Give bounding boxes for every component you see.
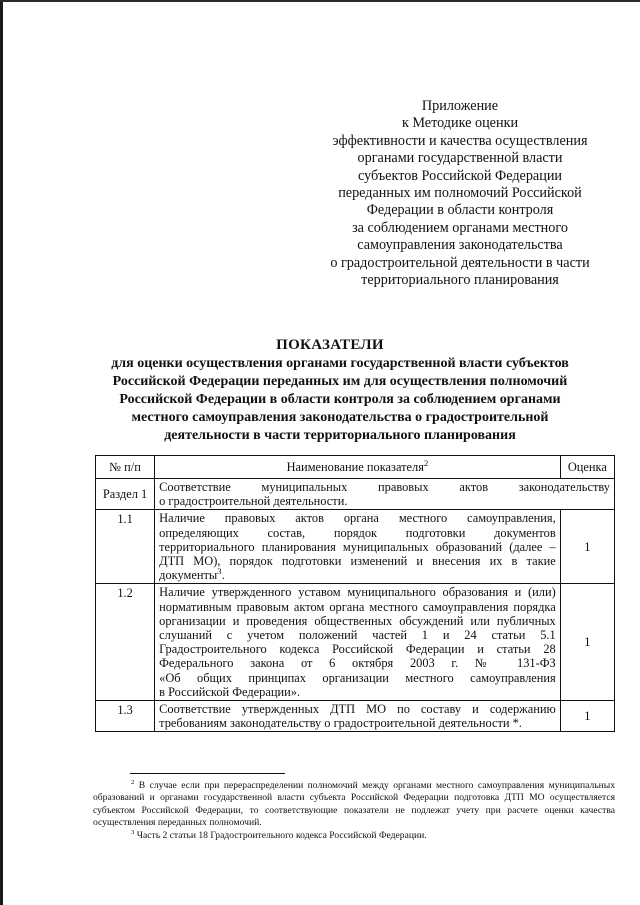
subtitle-line: деятельности в части территориального планирования bbox=[164, 428, 516, 443]
appendix-line: органами государственной власти bbox=[357, 150, 563, 167]
section-line: о градостроительной деятельности. bbox=[159, 494, 348, 509]
appendix-line: самоуправления законодательства bbox=[357, 237, 563, 254]
section-num: Раздел 1 bbox=[96, 479, 155, 510]
row-indicator bbox=[155, 510, 561, 584]
appendix-line: субъектов Российской Федерации bbox=[357, 167, 563, 184]
header-name bbox=[155, 456, 561, 479]
row-indicator bbox=[155, 584, 561, 701]
footnotes bbox=[93, 780, 615, 842]
indicator-line: Градостроительного кодекса Российской Федерации и статьи 28 bbox=[159, 642, 556, 657]
appendix-line: переданных им полномочий Российской bbox=[338, 185, 582, 202]
indicator-line: Федерального закона от 6 октября 2003 г. № 131-ФЗ bbox=[159, 656, 556, 671]
appendix-line: Приложение bbox=[421, 98, 499, 114]
appendix-line: за соблюдением органами местного bbox=[352, 219, 568, 236]
subtitle-line: Российской Федерации переданных им для осуществления полномочий bbox=[112, 374, 568, 389]
indicator-line: территориального планирования муниципальных образований (далее – bbox=[159, 539, 556, 554]
indicator-tail: . bbox=[221, 568, 225, 583]
indicator-line: нормативным правовым актом органа местного самоуправления порядка bbox=[159, 599, 556, 614]
indicator-line: Соответствие утвержденных ДТП МО по составу и содержанию bbox=[159, 702, 556, 717]
footnote-separator bbox=[130, 773, 285, 774]
table-row bbox=[96, 510, 615, 584]
header-name-text: Наименование показателя bbox=[286, 459, 424, 474]
document-title: ПОКАЗАТЕЛИ bbox=[276, 337, 384, 353]
subtitle-line: местного самоуправления законодательства о градостроительной bbox=[131, 410, 549, 425]
section-title bbox=[155, 479, 615, 510]
indicator-line: определяющих состав, порядок подготовки документов bbox=[159, 525, 556, 540]
footnote-ref-3: 3 bbox=[217, 566, 222, 577]
appendix-line: о градостроительной деятельности в части bbox=[330, 254, 590, 271]
appendix-line: эффективности и качества осуществления bbox=[332, 132, 588, 149]
appendix-line: к Методике оценки bbox=[401, 115, 519, 132]
indicator-line: слушаний с учетом положений частей 1 и 24 статьи 5.1 bbox=[159, 628, 556, 643]
appendix-line: Федерации в области контроля bbox=[366, 202, 554, 219]
row-score: 1 bbox=[560, 584, 614, 701]
footnote-2 bbox=[93, 780, 615, 830]
indicator-line: Наличие утвержденного уставом муниципального образования и (или) bbox=[159, 585, 556, 600]
subtitle-line: для оценки осуществления органами государственной власти субъектов bbox=[111, 356, 569, 371]
footnote-ref-2: 2 bbox=[423, 457, 429, 468]
indicator-line: «Об общих принципах организации местного самоуправления bbox=[159, 670, 556, 685]
appendix-header bbox=[300, 98, 620, 289]
footnote-text: В случае если при перераспределении полномочий между органами местного самоуправления муниципальных образований и органами государственной власти субъекта Российской Федерации подготовка ДТП МО осуществляется субъектом Российской Федерации, то соответствующие показатели не подлежат учету при расчете оценки качества осуществления переданных полномочий. bbox=[93, 780, 615, 829]
page-edge-left bbox=[0, 0, 3, 905]
table-header-row bbox=[96, 456, 615, 479]
section-row bbox=[96, 479, 615, 510]
indicators-table bbox=[95, 455, 615, 732]
footnote-mark: 3 bbox=[131, 828, 135, 836]
header-num: № п/п bbox=[96, 456, 155, 479]
row-num: 1.3 bbox=[96, 701, 155, 732]
document-subtitle bbox=[70, 355, 610, 445]
row-score: 1 bbox=[560, 701, 614, 732]
indicator-line: Наличие правовых актов органа местного самоуправления, bbox=[159, 511, 556, 526]
row-indicator bbox=[155, 701, 561, 732]
indicator-line: организации и проведения общественных обсуждений или публичных bbox=[159, 613, 556, 628]
subtitle-line: Российской Федерации в области контроля за соблюдением органами bbox=[119, 392, 561, 407]
indicator-line: ДТП МО), порядок подготовки изменений и внесения их в такие bbox=[159, 554, 556, 569]
row-num: 1.2 bbox=[96, 584, 155, 701]
indicator-line: в Российской Федерации». bbox=[159, 684, 301, 699]
row-num: 1.1 bbox=[96, 510, 155, 584]
indicator-last-text: документы bbox=[159, 568, 218, 583]
section-line: Соответствие муниципальных правовых актов законодательству bbox=[159, 480, 610, 494]
page-edge-top bbox=[0, 0, 640, 2]
footnote-mark: 2 bbox=[131, 778, 135, 786]
footnote-3 bbox=[93, 830, 615, 842]
footnote-text: Часть 2 статьи 18 Градостроительного кодекса Российской Федерации. bbox=[136, 829, 427, 841]
table-row bbox=[96, 701, 615, 732]
appendix-line: территориального планирования bbox=[361, 272, 559, 289]
row-score: 1 bbox=[560, 510, 614, 584]
header-score: Оценка bbox=[560, 456, 614, 479]
table-row bbox=[96, 584, 615, 701]
indicator-line bbox=[159, 568, 556, 582]
indicator-line: требованиям законодательству о градостроительной деятельности *. bbox=[159, 716, 522, 731]
